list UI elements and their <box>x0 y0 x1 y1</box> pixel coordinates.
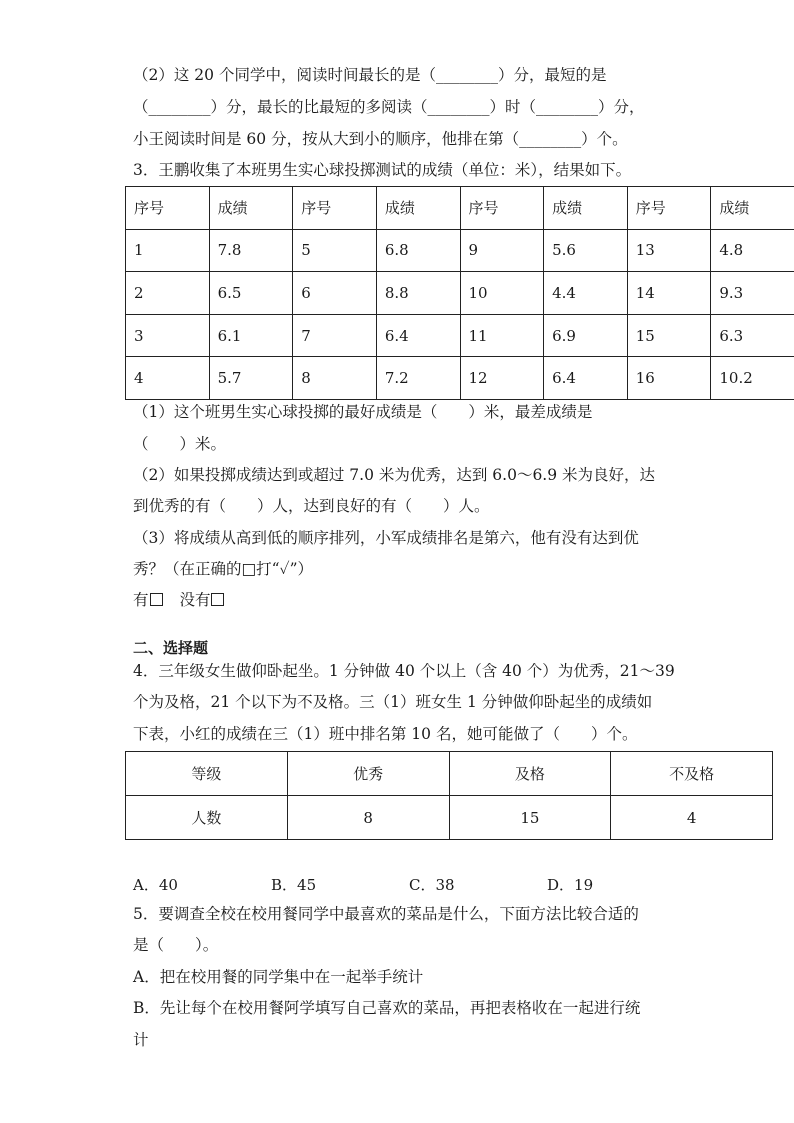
table-cell: 12 <box>460 357 544 400</box>
table-cell: 2 <box>126 272 210 315</box>
q3-part3-line-1: （3）将成绩从高到低的顺序排列，小军成绩排名是第六，他有没有达到优 <box>133 529 639 547</box>
q3-part1-line-1: （1）这个班男生实心球投掷的最好成绩是（ ）米，最差成绩是 <box>133 403 593 421</box>
yes-label: 有 <box>133 591 149 609</box>
table-cell: 6.4 <box>376 314 460 357</box>
table-row <box>126 229 794 272</box>
table-cell: 3 <box>126 314 210 357</box>
table-cell: 4.4 <box>544 272 628 315</box>
table-cell: 9.3 <box>711 272 794 315</box>
table-cell: 11 <box>460 314 544 357</box>
table-cell: 7.2 <box>376 357 460 400</box>
option-b[interactable]: B．45 <box>271 876 317 894</box>
table-row <box>126 357 794 400</box>
table-cell: 16 <box>627 357 711 400</box>
header-cell: 等级 <box>126 752 288 796</box>
table-cell: 4 <box>126 357 210 400</box>
q3-part2-line-2: 到优秀的有（ ）人，达到良好的有（ ）人。 <box>133 497 490 515</box>
table-cell: 4 <box>611 796 773 840</box>
header-cell: 成绩 <box>376 187 460 230</box>
table-cell: 6.1 <box>209 314 293 357</box>
section-title: 二、选择题 <box>133 639 209 657</box>
scores-header-row <box>126 187 794 230</box>
header-cell: 成绩 <box>711 187 794 230</box>
header-cell: 及格 <box>449 752 611 796</box>
option-d[interactable]: D．19 <box>547 876 594 894</box>
option-c[interactable]: C．38 <box>409 876 455 894</box>
q2-line-2: （________）分，最长的比最短的多阅读（________）时（________）分， <box>133 98 645 116</box>
table-cell: 6.8 <box>376 229 460 272</box>
table-cell: 13 <box>627 229 711 272</box>
table-cell: 5.7 <box>209 357 293 400</box>
table-cell: 6.4 <box>544 357 628 400</box>
table-cell: 6.5 <box>209 272 293 315</box>
table-cell: 9 <box>460 229 544 272</box>
table-cell: 人数 <box>126 796 288 840</box>
q3-intro: 3．王鹏收集了本班男生实心球投掷测试的成绩（单位：米），结果如下。 <box>133 161 632 179</box>
q4-line-2: 个为及格，21 个以下为不及格。三（1）班女生 1 分钟做仰卧起坐的成绩如 <box>133 693 653 711</box>
table-cell: 6.9 <box>544 314 628 357</box>
q3-answer-choices <box>133 590 224 610</box>
header-cell: 优秀 <box>287 752 449 796</box>
q2-line-3: 小王阅读时间是 60 分，按从大到小的顺序，他排在第（________）个。 <box>133 130 628 148</box>
table-cell: 7 <box>293 314 377 357</box>
table-row <box>126 272 794 315</box>
header-cell: 成绩 <box>209 187 293 230</box>
table-cell: 5 <box>293 229 377 272</box>
table-cell: 5.6 <box>544 229 628 272</box>
table-cell: 14 <box>627 272 711 315</box>
table-cell: 8 <box>287 796 449 840</box>
header-cell: 序号 <box>126 187 210 230</box>
yes-checkbox[interactable] <box>150 593 163 606</box>
scores-table <box>125 186 794 400</box>
header-cell: 序号 <box>460 187 544 230</box>
grades-table <box>125 751 773 840</box>
q4-line-1: 4．三年级女生做仰卧起坐。1 分钟做 40 个以上（含 40 个）为优秀，21～39 <box>133 662 675 680</box>
header-cell: 序号 <box>627 187 711 230</box>
no-label: 没有 <box>179 591 211 609</box>
q3-part1-line-2: （ ）米。 <box>133 435 227 453</box>
table-cell: 10 <box>460 272 544 315</box>
table-cell: 15 <box>449 796 611 840</box>
table-cell: 7.8 <box>209 229 293 272</box>
table-cell: 1 <box>126 229 210 272</box>
table-cell: 8.8 <box>376 272 460 315</box>
no-checkbox[interactable] <box>211 593 224 606</box>
table-cell: 6.3 <box>711 314 794 357</box>
q3-part2-line-1: （2）如果投掷成绩达到或超过 7.0 米为优秀，达到 6.0～6.9 米为良好，达 <box>133 466 656 484</box>
q3-part3-line-2: 秀？（在正确的□打“✓”） <box>133 560 313 578</box>
table-cell: 6 <box>293 272 377 315</box>
q2-line-1: （2）这 20 个同学中，阅读时间最长的是（________）分，最短的是 <box>133 66 607 84</box>
header-cell: 不及格 <box>611 752 773 796</box>
q5-option-b-line-1[interactable]: B．先让每个在校用餐阿学填写自己喜欢的菜品，再把表格收在一起进行统 <box>133 999 641 1017</box>
q5-line-1: 5．要调查全校在校用餐同学中最喜欢的菜品是什么，下面方法比较合适的 <box>133 905 639 923</box>
table-cell: 10.2 <box>711 357 794 400</box>
table-cell: 4.8 <box>711 229 794 272</box>
grades-header-row <box>126 752 773 796</box>
table-cell: 8 <box>293 357 377 400</box>
header-cell: 成绩 <box>544 187 628 230</box>
q5-line-2: 是（ ）。 <box>133 936 219 954</box>
q5-option-b-line-2[interactable]: 计 <box>133 1031 149 1049</box>
table-cell: 15 <box>627 314 711 357</box>
q4-line-3: 下表，小红的成绩在三（1）班中排名第 10 名，她可能做了（ ）个。 <box>133 725 638 743</box>
header-cell: 序号 <box>293 187 377 230</box>
table-row <box>126 796 773 840</box>
q5-option-a[interactable]: A．把在校用餐的同学集中在一起举手统计 <box>133 968 424 986</box>
option-a[interactable]: A．40 <box>133 876 178 894</box>
table-row <box>126 314 794 357</box>
